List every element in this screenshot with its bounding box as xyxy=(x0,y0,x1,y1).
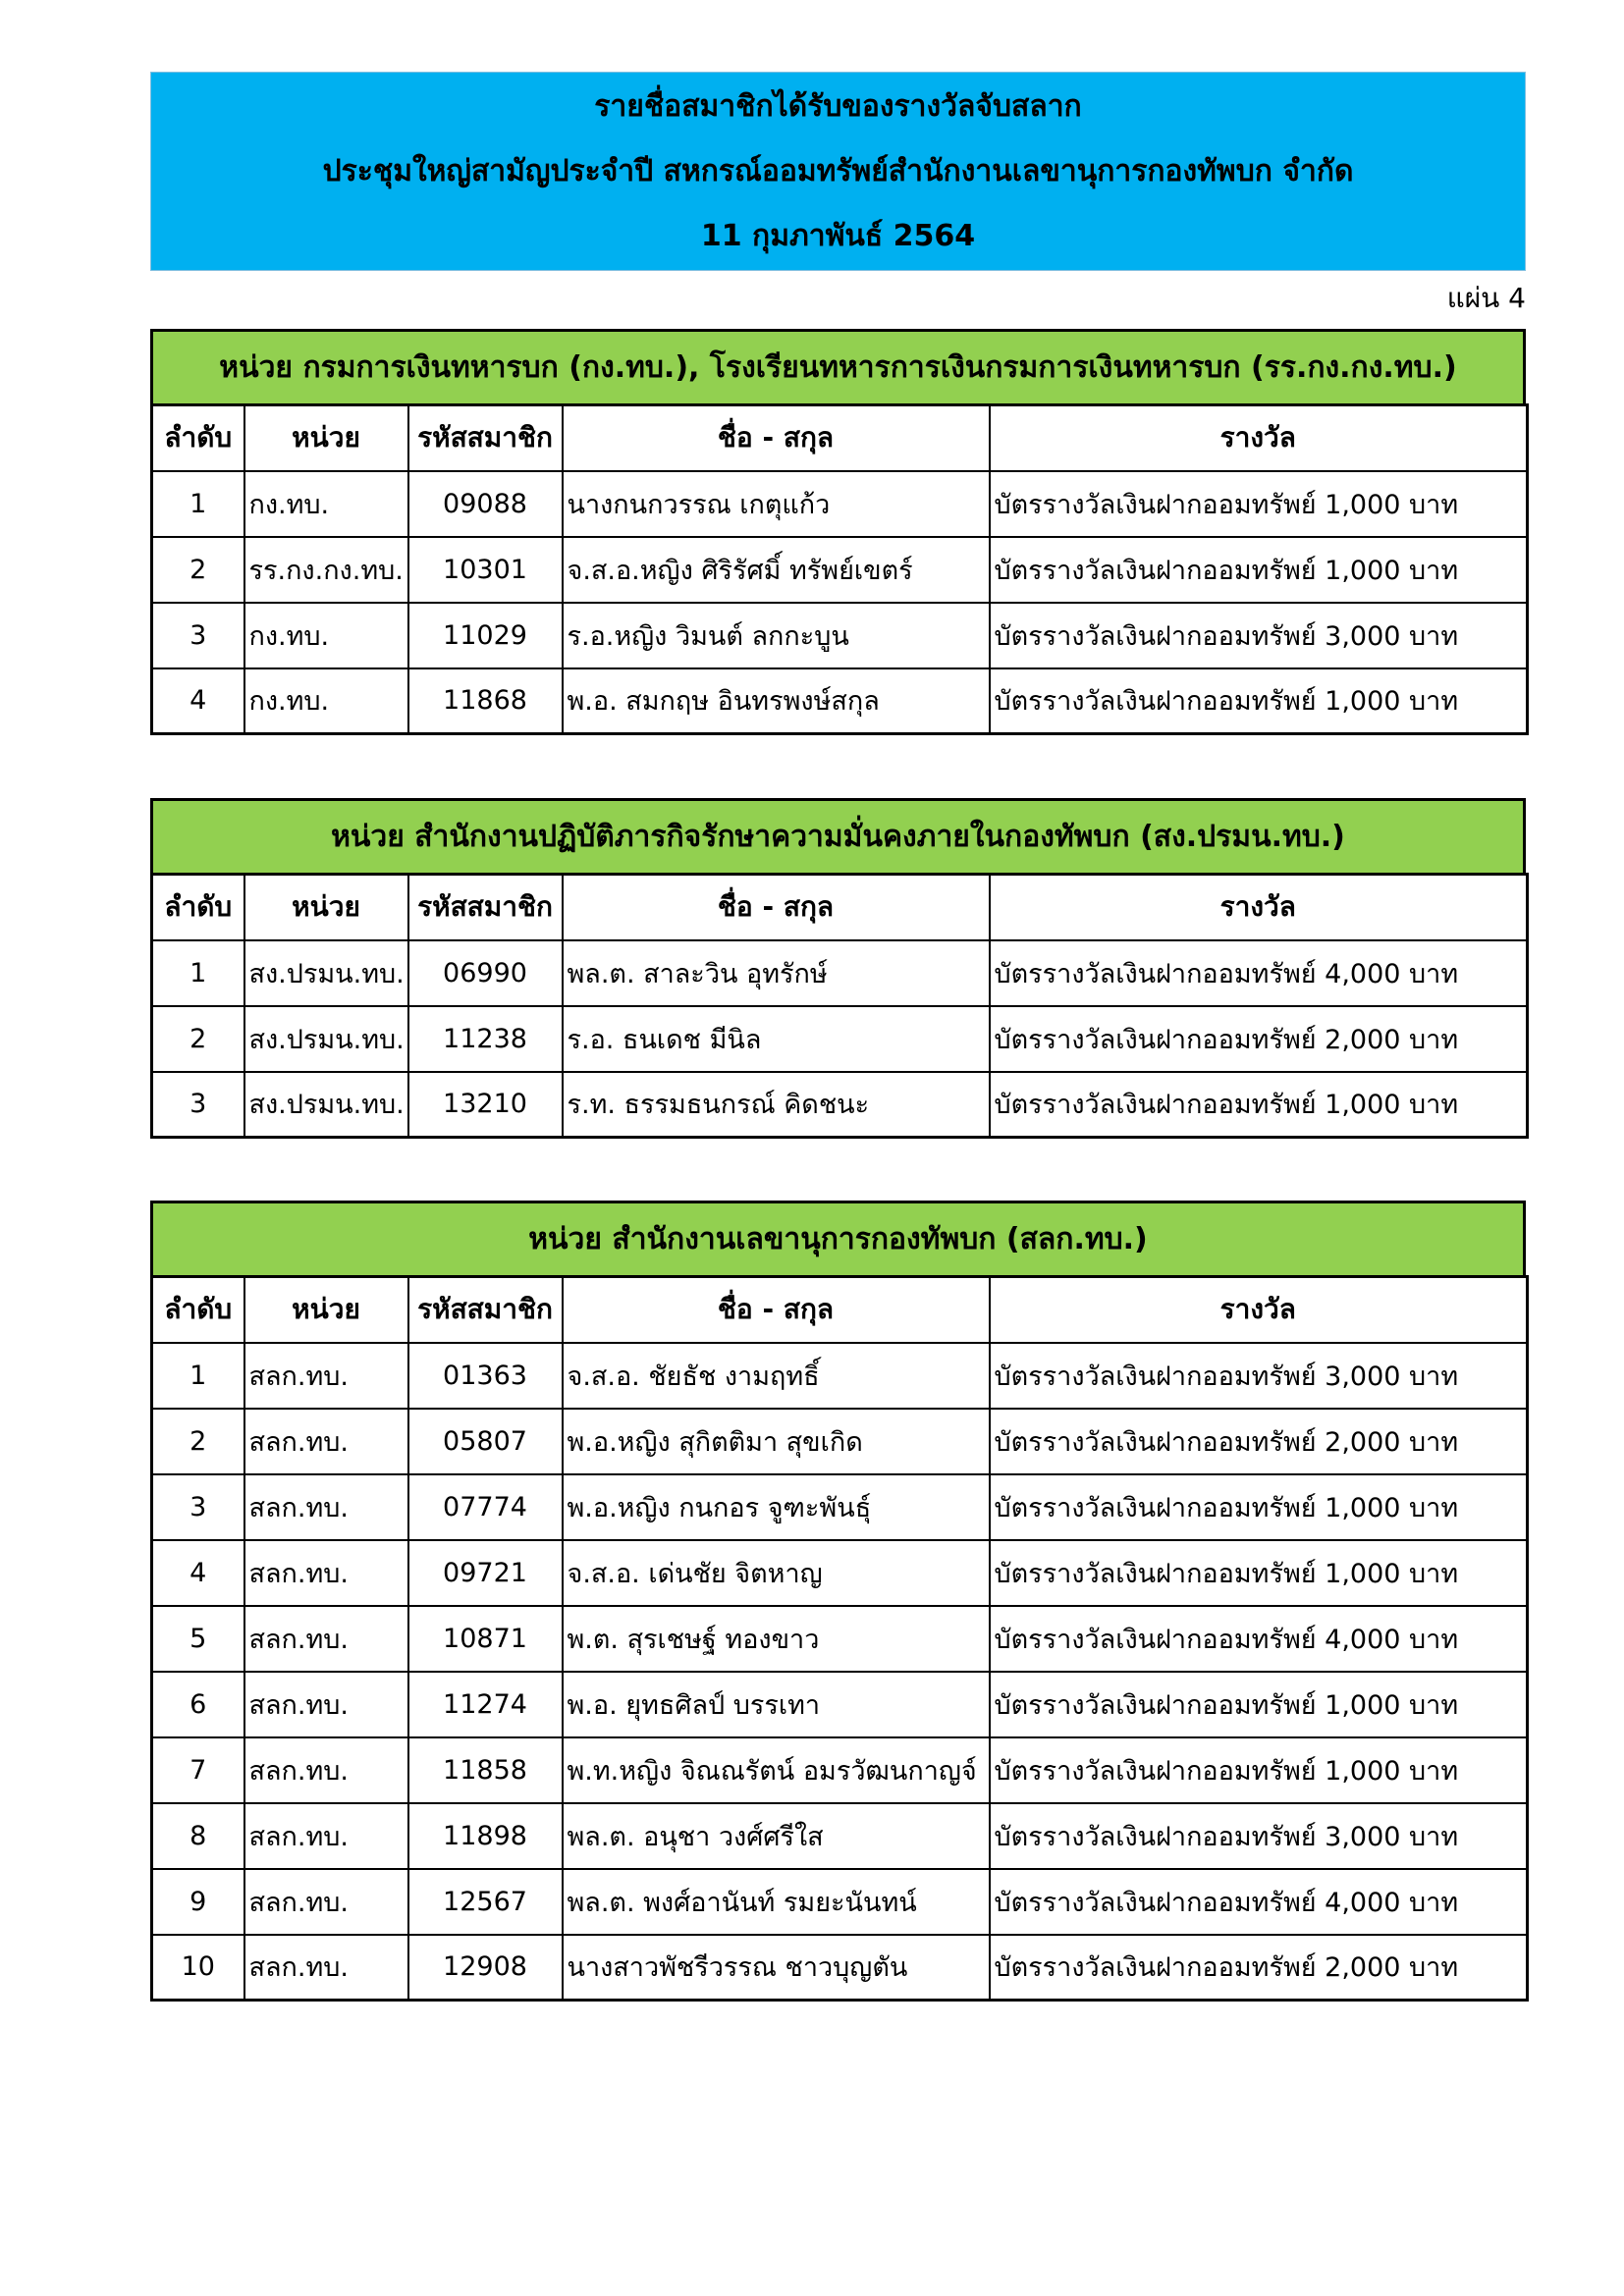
row-name: จ.ส.อ. ชัยธัช งามฤทธิ์ xyxy=(563,1343,990,1409)
row-name: นางกนกวรรณ เกตุแก้ว xyxy=(563,471,990,537)
row-index: 5 xyxy=(152,1606,244,1672)
row-member-id: 11029 xyxy=(408,603,563,668)
table-header-row xyxy=(152,1277,1528,1343)
row-unit: สลก.ทบ. xyxy=(244,1343,408,1409)
row-member-id: 11868 xyxy=(408,668,563,734)
row-member-id: 13210 xyxy=(408,1072,563,1138)
prize-table xyxy=(150,1275,1529,2002)
prize-table xyxy=(150,403,1529,735)
column-header: ลำดับ xyxy=(152,875,244,940)
row-unit: สลก.ทบ. xyxy=(244,1803,408,1869)
prize-table xyxy=(150,873,1529,1139)
row-name: พล.ต. สาละวิน อุทรักษ์ xyxy=(563,940,990,1006)
column-header: รางวัล xyxy=(990,875,1528,940)
row-name: นางสาวพัชรีวรรณ ชาวบุญตัน xyxy=(563,1935,990,2001)
column-header: รหัสสมาชิก xyxy=(408,1277,563,1343)
table-row xyxy=(152,1006,1528,1072)
row-index: 2 xyxy=(152,1409,244,1474)
column-header: รางวัล xyxy=(990,405,1528,471)
table-row xyxy=(152,1072,1528,1138)
row-name: ร.ท. ธรรมธนกรณ์ คิดชนะ xyxy=(563,1072,990,1138)
row-member-id: 06990 xyxy=(408,940,563,1006)
unit-section xyxy=(150,798,1526,1139)
row-name: ร.อ. ธนเดช มีนิล xyxy=(563,1006,990,1072)
column-header: ชื่อ - สกุล xyxy=(563,875,990,940)
row-unit: กง.ทบ. xyxy=(244,471,408,537)
row-name: จ.ส.อ. เด่นชัย จิตหาญ xyxy=(563,1540,990,1606)
sheet-number: แผ่น 4 xyxy=(1446,282,1526,314)
table-row xyxy=(152,471,1528,537)
row-unit: กง.ทบ. xyxy=(244,603,408,668)
row-prize: บัตรรางวัลเงินฝากออมทรัพย์ 4,000 บาท xyxy=(990,1606,1528,1672)
row-prize: บัตรรางวัลเงินฝากออมทรัพย์ 4,000 บาท xyxy=(990,940,1528,1006)
row-unit: สง.ปรมน.ทบ. xyxy=(244,940,408,1006)
row-unit: สลก.ทบ. xyxy=(244,1474,408,1540)
table-row xyxy=(152,1803,1528,1869)
table-row xyxy=(152,1606,1528,1672)
row-unit: สลก.ทบ. xyxy=(244,1672,408,1737)
column-header: รางวัล xyxy=(990,1277,1528,1343)
row-name: พ.อ.หญิง สุกิตติมา สุขเกิด xyxy=(563,1409,990,1474)
table-row xyxy=(152,940,1528,1006)
row-member-id: 10301 xyxy=(408,537,563,603)
row-member-id: 12567 xyxy=(408,1869,563,1935)
row-member-id: 11898 xyxy=(408,1803,563,1869)
row-index: 3 xyxy=(152,1072,244,1138)
row-member-id: 07774 xyxy=(408,1474,563,1540)
row-index: 1 xyxy=(152,1343,244,1409)
unit-section xyxy=(150,329,1526,735)
row-index: 1 xyxy=(152,471,244,537)
header-title: รายชื่อสมาชิกได้รับของรางวัลจับสลาก xyxy=(594,88,1082,124)
row-prize: บัตรรางวัลเงินฝากออมทรัพย์ 2,000 บาท xyxy=(990,1935,1528,2001)
row-index: 1 xyxy=(152,940,244,1006)
row-unit: สง.ปรมน.ทบ. xyxy=(244,1072,408,1138)
row-index: 8 xyxy=(152,1803,244,1869)
column-header: หน่วย xyxy=(244,875,408,940)
unit-section xyxy=(150,1201,1526,2002)
row-name: พ.ต. สุรเชษฐ์ ทองขาว xyxy=(563,1606,990,1672)
row-prize: บัตรรางวัลเงินฝากออมทรัพย์ 2,000 บาท xyxy=(990,1006,1528,1072)
row-index: 4 xyxy=(152,668,244,734)
row-unit: กง.ทบ. xyxy=(244,668,408,734)
row-prize: บัตรรางวัลเงินฝากออมทรัพย์ 3,000 บาท xyxy=(990,1343,1528,1409)
row-member-id: 12908 xyxy=(408,1935,563,2001)
row-unit: สลก.ทบ. xyxy=(244,1737,408,1803)
row-prize: บัตรรางวัลเงินฝากออมทรัพย์ 1,000 บาท xyxy=(990,1540,1528,1606)
table-row xyxy=(152,537,1528,603)
table-header-row xyxy=(152,405,1528,471)
column-header: ลำดับ xyxy=(152,405,244,471)
row-prize: บัตรรางวัลเงินฝากออมทรัพย์ 1,000 บาท xyxy=(990,668,1528,734)
column-header: ชื่อ - สกุล xyxy=(563,1277,990,1343)
header-subtitle: ประชุมใหญ่สามัญประจำปี สหกรณ์ออมทรัพย์สำนักงานเลขานุการกองทัพบก จำกัด xyxy=(322,153,1354,188)
row-name: จ.ส.อ.หญิง ศิริรัศมิ์ ทรัพย์เขตร์ xyxy=(563,537,990,603)
row-member-id: 11858 xyxy=(408,1737,563,1803)
document-header xyxy=(150,72,1526,271)
row-index: 3 xyxy=(152,603,244,668)
section-title: หน่วย สำนักงานปฏิบัติภารกิจรักษาความมั่นคงภายในกองทัพบก (สง.ปรมน.ทบ.) xyxy=(150,798,1526,873)
row-name: ร.อ.หญิง วิมนต์ ลกกะบูน xyxy=(563,603,990,668)
row-unit: สง.ปรมน.ทบ. xyxy=(244,1006,408,1072)
column-header: ลำดับ xyxy=(152,1277,244,1343)
row-name: พ.อ. สมกฤษ อินทรพงษ์สกุล xyxy=(563,668,990,734)
row-prize: บัตรรางวัลเงินฝากออมทรัพย์ 3,000 บาท xyxy=(990,603,1528,668)
row-unit: สลก.ทบ. xyxy=(244,1869,408,1935)
table-row xyxy=(152,1935,1528,2001)
row-prize: บัตรรางวัลเงินฝากออมทรัพย์ 2,000 บาท xyxy=(990,1409,1528,1474)
column-header: รหัสสมาชิก xyxy=(408,875,563,940)
row-index: 10 xyxy=(152,1935,244,2001)
row-index: 9 xyxy=(152,1869,244,1935)
row-prize: บัตรรางวัลเงินฝากออมทรัพย์ 1,000 บาท xyxy=(990,1672,1528,1737)
row-index: 7 xyxy=(152,1737,244,1803)
row-index: 4 xyxy=(152,1540,244,1606)
row-prize: บัตรรางวัลเงินฝากออมทรัพย์ 1,000 บาท xyxy=(990,471,1528,537)
table-row xyxy=(152,1474,1528,1540)
row-index: 3 xyxy=(152,1474,244,1540)
header-date: 11 กุมภาพันธ์ 2564 xyxy=(700,218,976,253)
table-row xyxy=(152,1869,1528,1935)
table-row xyxy=(152,1737,1528,1803)
row-name: พ.อ. ยุทธศิลป์ บรรเทา xyxy=(563,1672,990,1737)
row-member-id: 11274 xyxy=(408,1672,563,1737)
row-prize: บัตรรางวัลเงินฝากออมทรัพย์ 4,000 บาท xyxy=(990,1869,1528,1935)
row-member-id: 09088 xyxy=(408,471,563,537)
row-prize: บัตรรางวัลเงินฝากออมทรัพย์ 1,000 บาท xyxy=(990,537,1528,603)
row-prize: บัตรรางวัลเงินฝากออมทรัพย์ 1,000 บาท xyxy=(990,1474,1528,1540)
row-prize: บัตรรางวัลเงินฝากออมทรัพย์ 1,000 บาท xyxy=(990,1737,1528,1803)
row-index: 2 xyxy=(152,537,244,603)
column-header: ชื่อ - สกุล xyxy=(563,405,990,471)
table-row xyxy=(152,1409,1528,1474)
row-name: พ.ท.หญิง จิณณรัตน์ อมรวัฒนกาญจ์ xyxy=(563,1737,990,1803)
section-title: หน่วย สำนักงานเลขานุการกองทัพบก (สลก.ทบ.) xyxy=(150,1201,1526,1275)
row-name: พล.ต. พงศ์อานันท์ รมยะนันทน์ xyxy=(563,1869,990,1935)
row-member-id: 10871 xyxy=(408,1606,563,1672)
row-index: 6 xyxy=(152,1672,244,1737)
column-header: หน่วย xyxy=(244,1277,408,1343)
row-member-id: 05807 xyxy=(408,1409,563,1474)
row-prize: บัตรรางวัลเงินฝากออมทรัพย์ 1,000 บาท xyxy=(990,1072,1528,1138)
table-row xyxy=(152,668,1528,734)
row-prize: บัตรรางวัลเงินฝากออมทรัพย์ 3,000 บาท xyxy=(990,1803,1528,1869)
table-header-row xyxy=(152,875,1528,940)
section-title: หน่วย กรมการเงินทหารบก (กง.ทบ.), โรงเรียนทหารการเงินกรมการเงินทหารบก (รร.กง.กง.ทบ.) xyxy=(150,329,1526,403)
row-member-id: 01363 xyxy=(408,1343,563,1409)
row-member-id: 11238 xyxy=(408,1006,563,1072)
row-member-id: 09721 xyxy=(408,1540,563,1606)
table-row xyxy=(152,1343,1528,1409)
row-unit: สลก.ทบ. xyxy=(244,1409,408,1474)
row-unit: สลก.ทบ. xyxy=(244,1606,408,1672)
row-unit: รร.กง.กง.ทบ. xyxy=(244,537,408,603)
table-row xyxy=(152,603,1528,668)
row-name: พ.อ.หญิง กนกอร จูฑะพันธุ์ xyxy=(563,1474,990,1540)
column-header: หน่วย xyxy=(244,405,408,471)
row-index: 2 xyxy=(152,1006,244,1072)
column-header: รหัสสมาชิก xyxy=(408,405,563,471)
row-unit: สลก.ทบ. xyxy=(244,1540,408,1606)
table-row xyxy=(152,1672,1528,1737)
row-unit: สลก.ทบ. xyxy=(244,1935,408,2001)
row-name: พล.ต. อนุชา วงศ์ศรีใส xyxy=(563,1803,990,1869)
table-row xyxy=(152,1540,1528,1606)
